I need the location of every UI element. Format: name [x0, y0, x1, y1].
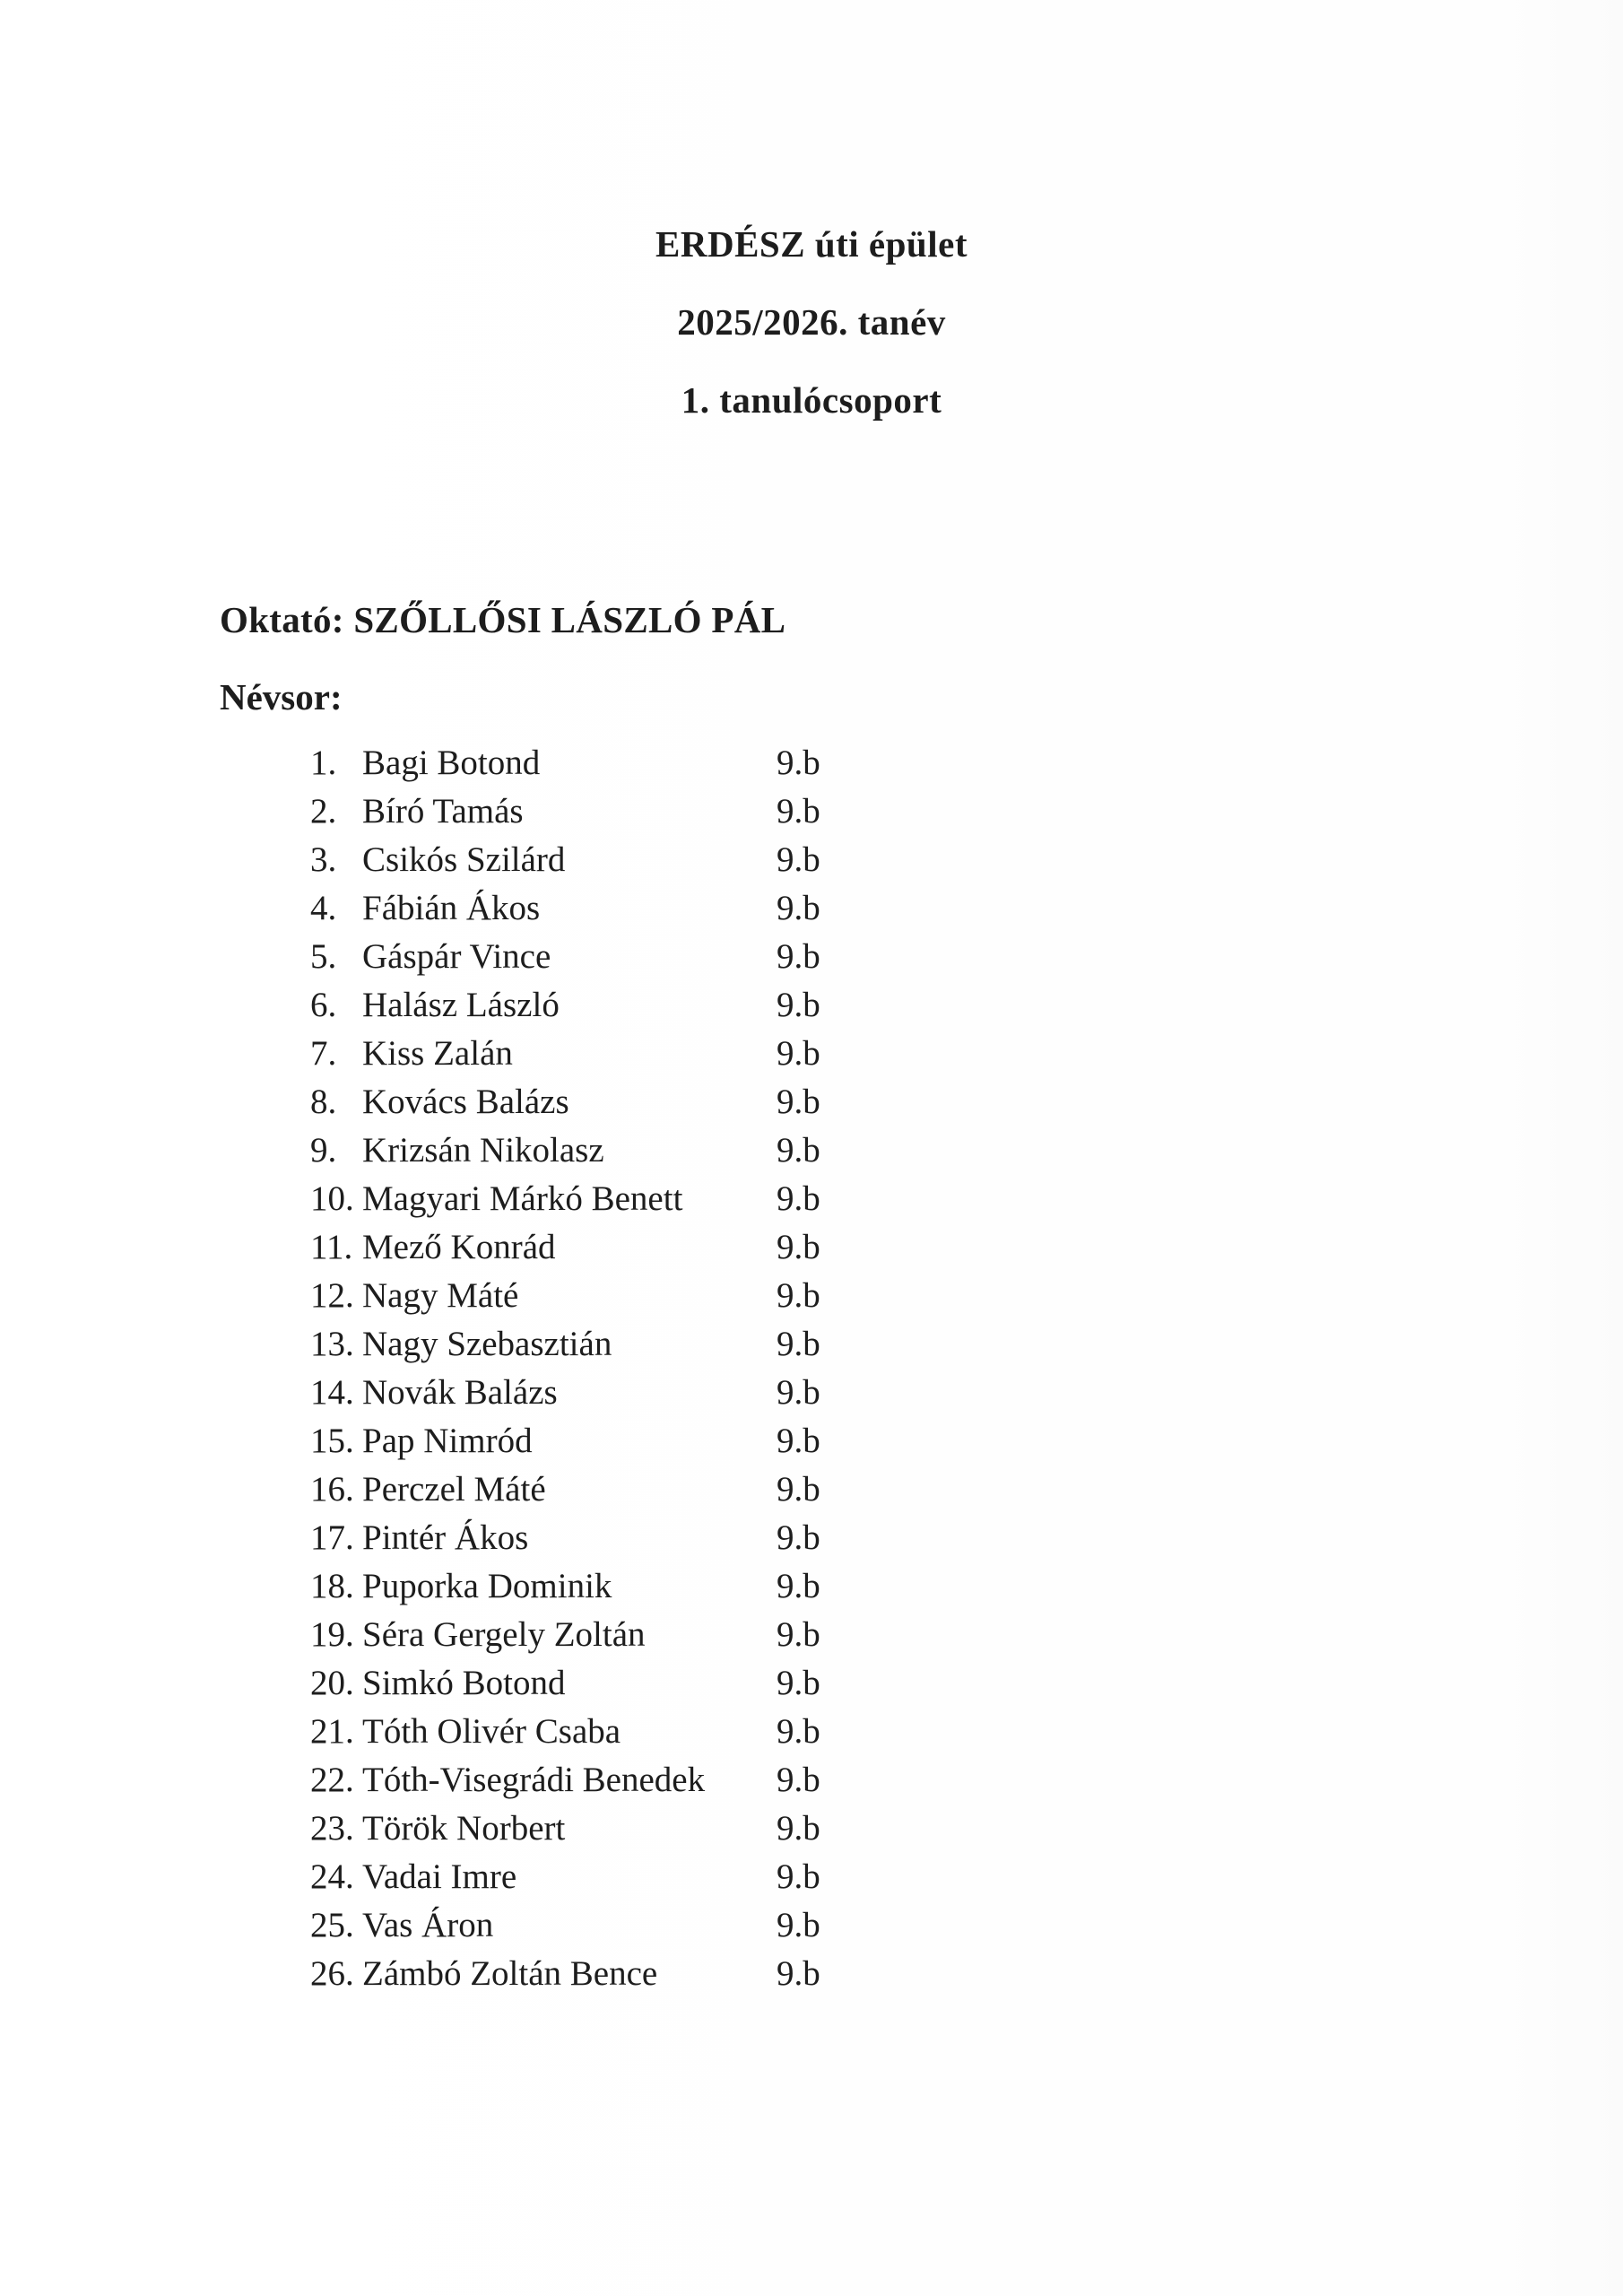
- student-name: Bíró Tamás: [362, 792, 524, 831]
- student-name: Nagy Szebasztián: [362, 1325, 612, 1363]
- list-item: [310, 1659, 820, 1708]
- student-number: 9.: [310, 1131, 337, 1170]
- list-item: [310, 884, 820, 933]
- list-item: [310, 933, 820, 981]
- student-class: 9.b: [777, 1228, 820, 1266]
- student-number: 1.: [310, 744, 337, 782]
- list-item: [310, 1272, 820, 1320]
- student-number: 2.: [310, 792, 337, 831]
- student-name: Kovács Balázs: [362, 1083, 569, 1121]
- student-number: 24.: [310, 1857, 354, 1896]
- student-name: Csikós Szilárd: [362, 840, 566, 879]
- list-item: [310, 1126, 820, 1175]
- student-class: 9.b: [777, 986, 820, 1024]
- roster-label: Névsor:: [220, 676, 343, 718]
- student-name: Fábián Ákos: [362, 889, 541, 927]
- student-class: 9.b: [777, 792, 820, 831]
- student-number: 6.: [310, 986, 337, 1024]
- instructor-label: Oktató:: [220, 599, 344, 640]
- list-item: [310, 1805, 820, 1853]
- student-class: 9.b: [777, 1325, 820, 1363]
- student-number: 17.: [310, 1518, 354, 1557]
- student-name: Perczel Máté: [362, 1470, 546, 1509]
- list-item: [310, 1708, 820, 1756]
- list-item: [310, 787, 820, 836]
- student-name: Pap Nimród: [362, 1422, 533, 1460]
- document-title-group: 1. tanulócsoport: [681, 379, 942, 421]
- list-item: [310, 739, 820, 787]
- list-item: [310, 1901, 820, 1950]
- student-list: [310, 739, 820, 1998]
- student-class: 9.b: [777, 1470, 820, 1509]
- student-name: Mező Konrád: [362, 1228, 556, 1266]
- student-number: 10.: [310, 1179, 354, 1218]
- instructor-name: SZŐLLŐSI LÁSZLÓ PÁL: [353, 599, 786, 640]
- list-item: [310, 1950, 820, 1998]
- student-number: 21.: [310, 1712, 354, 1751]
- student-number: 23.: [310, 1809, 354, 1848]
- student-number: 4.: [310, 889, 337, 927]
- student-class: 9.b: [777, 1567, 820, 1605]
- student-number: 19.: [310, 1615, 354, 1654]
- student-class: 9.b: [777, 1276, 820, 1315]
- student-number: 3.: [310, 840, 337, 879]
- student-name: Nagy Máté: [362, 1276, 519, 1315]
- student-number: 5.: [310, 937, 337, 976]
- student-class: 9.b: [777, 1809, 820, 1848]
- student-name: Zámbó Zoltán Bence: [362, 1954, 658, 1993]
- student-number: 16.: [310, 1470, 354, 1509]
- student-class: 9.b: [777, 1664, 820, 1702]
- student-name: Gáspár Vince: [362, 937, 551, 976]
- student-class: 9.b: [777, 1615, 820, 1654]
- student-number: 7.: [310, 1034, 337, 1073]
- student-name: Bagi Botond: [362, 744, 541, 782]
- student-number: 13.: [310, 1325, 354, 1363]
- document-title-school-year: 2025/2026. tanév: [677, 301, 946, 343]
- document-title-building: ERDÉSZ úti épület: [655, 223, 968, 265]
- student-number: 12.: [310, 1276, 354, 1315]
- student-number: 25.: [310, 1906, 354, 1944]
- student-name: Krizsán Nikolasz: [362, 1131, 604, 1170]
- student-class: 9.b: [777, 1906, 820, 1944]
- student-class: 9.b: [777, 840, 820, 879]
- list-item: [310, 1611, 820, 1659]
- list-item: [310, 1562, 820, 1611]
- student-name: Novák Balázs: [362, 1373, 558, 1412]
- list-item: [310, 1078, 820, 1126]
- instructor-line: [220, 599, 786, 640]
- list-item: [310, 1514, 820, 1562]
- list-item: [310, 1175, 820, 1223]
- student-name: Tóth Olivér Csaba: [362, 1712, 621, 1751]
- student-class: 9.b: [777, 937, 820, 976]
- student-number: 26.: [310, 1954, 354, 1993]
- student-name: Halász László: [362, 986, 560, 1024]
- list-item: [310, 1465, 820, 1514]
- student-number: 14.: [310, 1373, 354, 1412]
- list-item: [310, 1320, 820, 1369]
- student-class: 9.b: [777, 1131, 820, 1170]
- student-class: 9.b: [777, 1954, 820, 1993]
- student-number: 22.: [310, 1761, 354, 1799]
- student-number: 8.: [310, 1083, 337, 1121]
- student-class: 9.b: [777, 1518, 820, 1557]
- student-number: 11.: [310, 1228, 353, 1266]
- student-class: 9.b: [777, 1761, 820, 1799]
- student-class: 9.b: [777, 1857, 820, 1896]
- student-class: 9.b: [777, 1034, 820, 1073]
- student-class: 9.b: [777, 1179, 820, 1218]
- student-class: 9.b: [777, 1712, 820, 1751]
- list-item: [310, 1756, 820, 1805]
- student-number: 20.: [310, 1664, 354, 1702]
- student-number: 15.: [310, 1422, 354, 1460]
- list-item: [310, 1853, 820, 1901]
- student-class: 9.b: [777, 1083, 820, 1121]
- student-name: Török Norbert: [362, 1809, 566, 1848]
- student-name: Puporka Dominik: [362, 1567, 612, 1605]
- list-item: [310, 1417, 820, 1465]
- list-item: [310, 836, 820, 884]
- student-name: Vadai Imre: [362, 1857, 517, 1896]
- list-item: [310, 1223, 820, 1272]
- student-class: 9.b: [777, 1373, 820, 1412]
- student-class: 9.b: [777, 889, 820, 927]
- student-name: Magyari Márkó Benett: [362, 1179, 683, 1218]
- student-name: Pintér Ákos: [362, 1518, 529, 1557]
- list-item: [310, 1030, 820, 1078]
- student-name: Séra Gergely Zoltán: [362, 1615, 646, 1654]
- list-item: [310, 981, 820, 1030]
- student-class: 9.b: [777, 744, 820, 782]
- student-name: Simkó Botond: [362, 1664, 566, 1702]
- student-number: 18.: [310, 1567, 354, 1605]
- student-class: 9.b: [777, 1422, 820, 1460]
- student-name: Tóth-Visegrádi Benedek: [362, 1761, 706, 1799]
- list-item: [310, 1369, 820, 1417]
- student-name: Vas Áron: [362, 1906, 494, 1944]
- student-name: Kiss Zalán: [362, 1034, 513, 1073]
